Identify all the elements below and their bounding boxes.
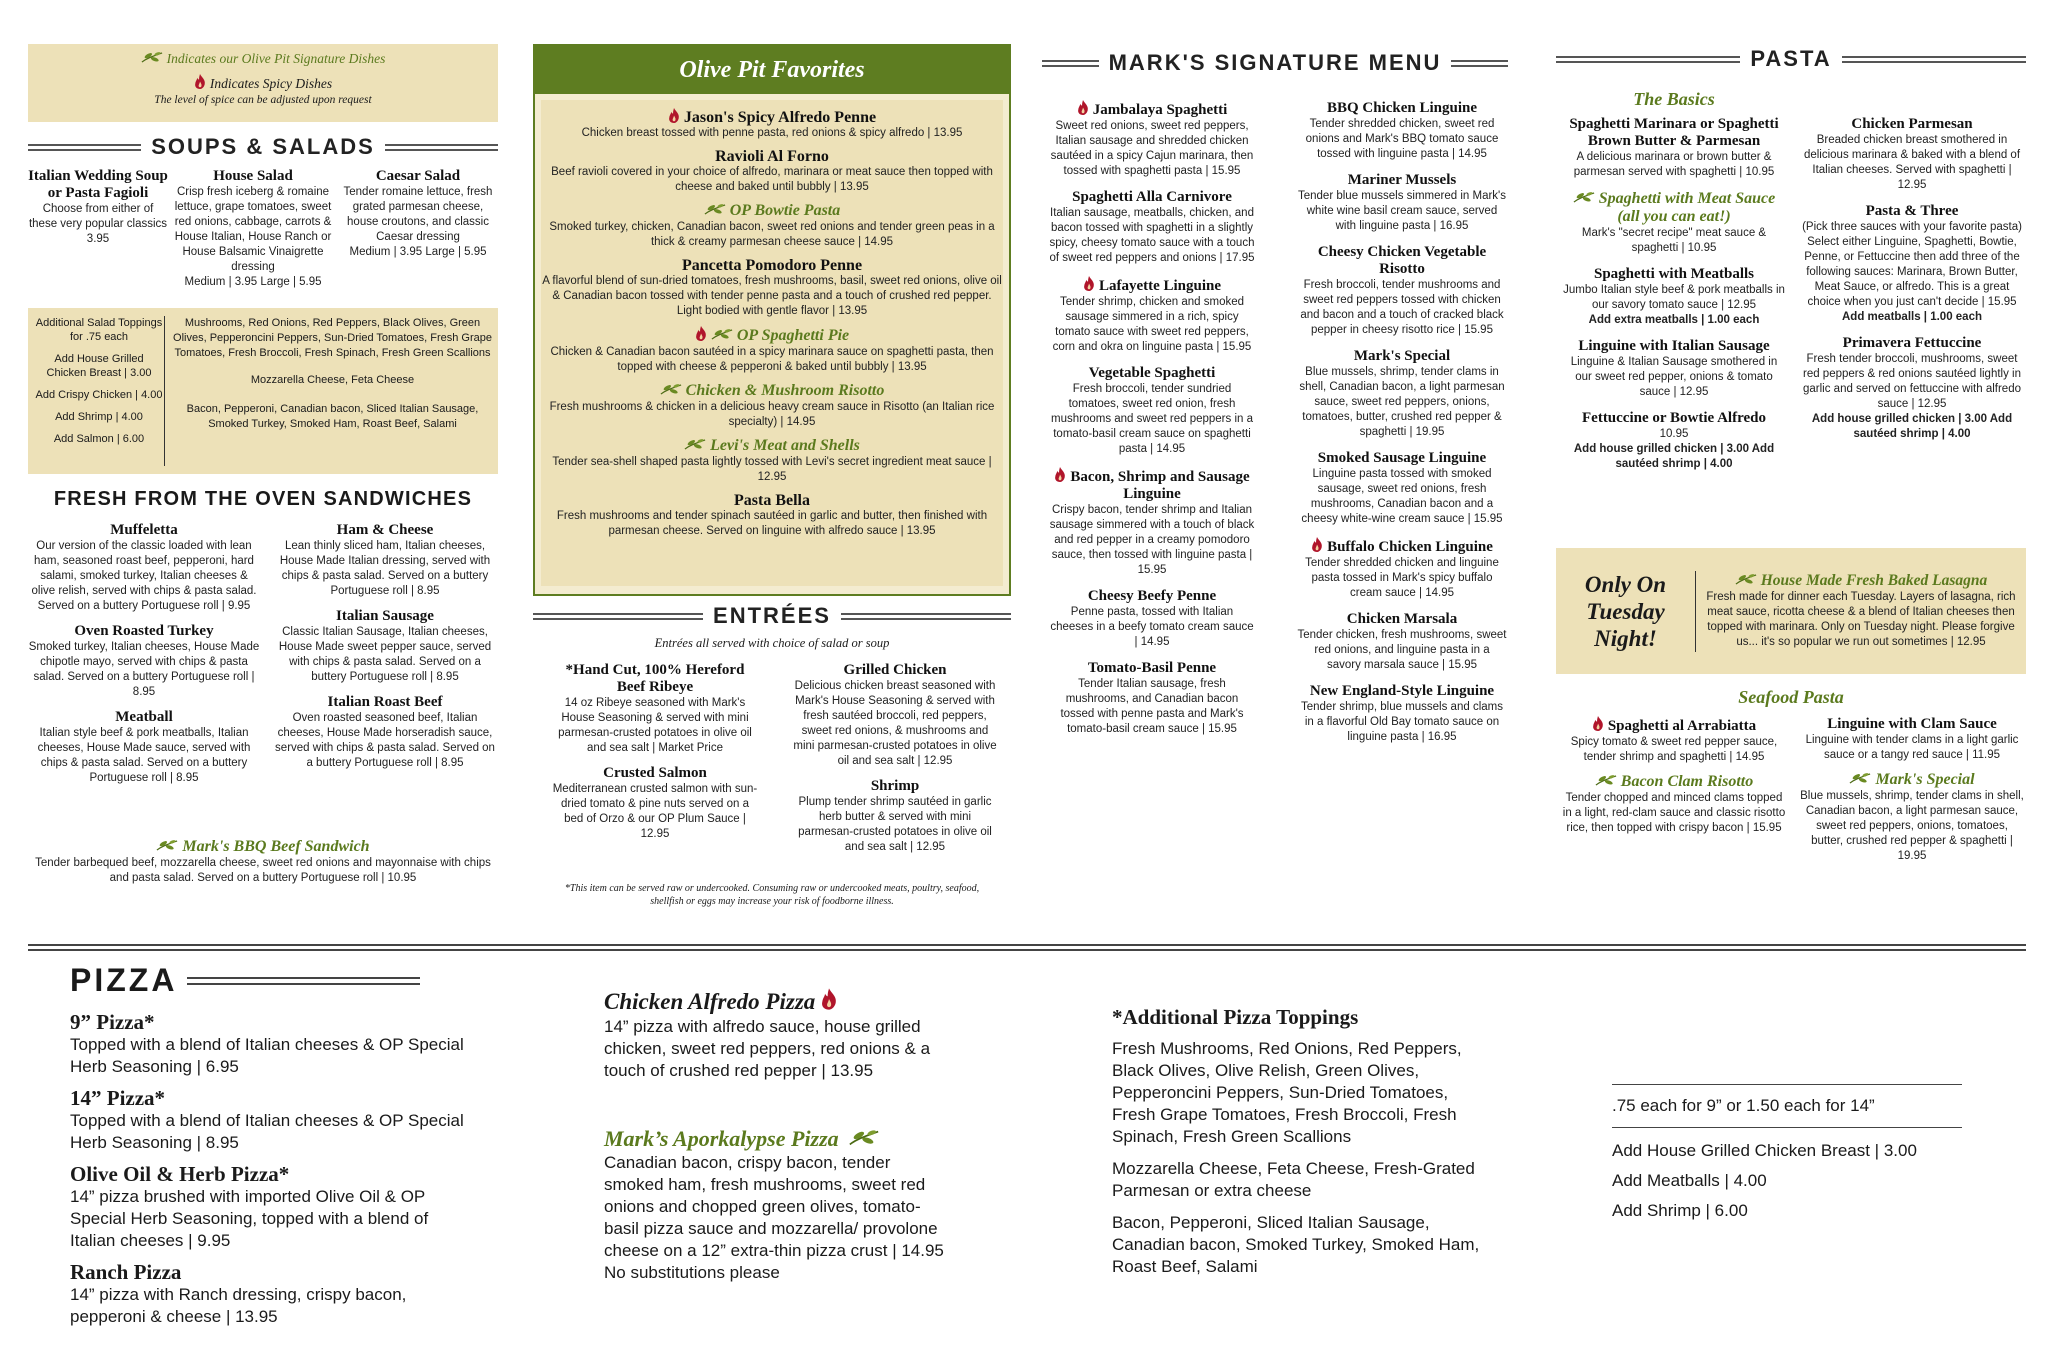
item-desc: Linguine with tender clams in a light garlic sauce or a tangy red sauce | 11.95: [1805, 734, 2019, 761]
item-desc: 14” pizza brushed with imported Olive Oil & OP Special Herb Seasoning, topped with a blend of Italian cheeses | 9.95: [70, 1187, 429, 1250]
tuesday-label: Only On Tuesday Night!: [1556, 571, 1696, 652]
item-name: Shrimp: [870, 778, 920, 794]
item-extra: Add extra meatballs | 1.00 each: [1588, 314, 1760, 326]
item-desc: Tender barbequed beef, mozzarella cheese, sweet red onions and mayonnaise with chips and pasta salad. Served on a buttery Portuguese roll | 10.95: [35, 857, 491, 884]
add-item: Add Shrimp | 4.00: [55, 411, 143, 423]
favorites-box: [533, 44, 1011, 596]
pasta-item: [1800, 335, 2024, 442]
pasta-item: [1562, 266, 1786, 328]
seafood-item: [1562, 716, 1786, 765]
item-name: Spaghetti with Meatballs: [1593, 266, 1754, 282]
item-desc: (Pick three sauces with your favorite pasta) Select either Linguine, Spaghetti, Bowtie, Penne, or Fettuccine then add three of the following sauces: Marinara, Brown Butter, Meat Sauce, or alfredo. This is a great choice when you just can't decide | 15.95: [1802, 221, 2022, 308]
pizza-title: PIZZA: [70, 962, 178, 998]
signature-item: [1296, 537, 1508, 601]
flame-icon: [1592, 716, 1604, 731]
signature-item: [1048, 660, 1256, 737]
item-name: Bacon Clam Risotto: [1620, 773, 1754, 790]
favorite-item: [541, 326, 1003, 375]
toppings-veg: Fresh Mushrooms, Red Onions, Red Peppers, Black Olives, Olive Relish, Green Olives, Pepperoncini Peppers, Sun-Dried Tomatoes, Fresh Grape Tomatoes, Fresh Broccoli, Fresh Spinach, Fresh Green Scallions: [1112, 1039, 1462, 1146]
item-desc: Italian sausage, meatballs, chicken, and bacon tossed with spaghetti in a slightly spicy, cheesy tomato sauce with a touch of sweet red peppers and onions | 17.95: [1049, 207, 1255, 264]
item-desc: 14 oz Ribeye seasoned with Mark's House Seasoning & served with mini parmesan-crusted potatoes in olive oil and sea salt | Market Price: [558, 697, 752, 754]
signature-item: [1048, 365, 1256, 457]
item-desc: Topped with a blend of Italian cheeses & OP Special Herb Seasoning | 8.95: [70, 1111, 464, 1152]
section-divider: [28, 944, 2026, 951]
olive-icon: [1573, 191, 1595, 204]
pasta-title: PASTA: [1750, 46, 1832, 71]
basics-title: The Basics: [1633, 89, 1715, 109]
item-name: Mark's Special: [1875, 771, 1975, 788]
signature-item: [1296, 348, 1508, 440]
soups-header: [28, 132, 498, 162]
item-name: Italian Wedding Soup or Pasta Fagioli: [28, 168, 168, 201]
entrees-subtitle: Entrées all served with choice of salad or soup: [654, 636, 890, 650]
seafood-item: [1562, 773, 1786, 836]
flame-icon: [1077, 100, 1089, 115]
add-item: Add Salmon | 6.00: [53, 433, 145, 445]
item-desc: Fresh made for dinner each Tuesday. Layers of lasagna, rich meat sauce, ricotta cheese & a blend of Italian cheeses then topped with marinara. Only on Tuesday night. Please forgive us... it's so popular we run out sometimes | 12.95: [1706, 591, 2016, 648]
olive-icon: [141, 51, 163, 64]
toppings-veg: Mushrooms, Red Onions, Red Peppers, Black Olives, Green Olives, Pepperoncini Peppers, Sun-Dried Tomatoes, Fresh Grape Tomatoes, Fresh Broccoli, Fresh Spinach, Fresh Green Scallions: [173, 317, 492, 359]
item-desc: Blue mussels, shrimp, tender clams in shell, Canadian bacon, a light parmesan sauce, sweet red peppers, onions, tomatoes, butter, crushed red pepper & spaghetti | 19.95: [1299, 366, 1505, 438]
signature-col-right: [1296, 100, 1508, 755]
olive-icon: [1849, 772, 1871, 785]
item-desc: Beef ravioli covered in your choice of alfredo, marinara or meat sauce then topped with cheese and baked until bubbly | 13.95: [551, 166, 993, 193]
seafood-item: [1800, 771, 2024, 864]
item-name: Mariner Mussels: [1347, 172, 1457, 188]
item-name: Spaghetti with Meat Sauce (all you can eat!): [1598, 190, 1776, 225]
item-name: Chicken Parmesan: [1851, 116, 1973, 132]
item-name: Cheesy Chicken Vegetable Risotto: [1317, 244, 1487, 277]
item-name: Cheesy Beefy Penne: [1087, 588, 1217, 604]
signature-item: [1296, 450, 1508, 527]
favorites-header: [535, 46, 1009, 94]
soups-list: [28, 168, 498, 290]
item-desc: Jumbo Italian style beef & pork meatballs in our savory tomato sauce | 12.95: [1563, 284, 1785, 311]
item-price: Medium | 3.95 Large | 5.95: [349, 246, 487, 258]
item-desc: Fresh mushrooms and tender spinach sautéed in garlic and butter, then finished with parmesan cheese. Served on linguine with alfredo sauce | 13.95: [556, 510, 988, 537]
item-name: Buffalo Chicken Linguine: [1327, 539, 1493, 555]
signature-item: [1048, 276, 1256, 355]
item-name: Lafayette Linguine: [1098, 278, 1222, 294]
olive-icon: [704, 203, 726, 216]
item-name: Oven Roasted Turkey: [74, 623, 214, 639]
pasta-item: [1562, 338, 1786, 400]
entree-col-right: [790, 662, 1000, 864]
item-price: Medium | 3.95 Large | 5.95: [184, 276, 322, 288]
item-name: Chicken Marsala: [1346, 611, 1458, 627]
item-desc: A delicious marinara or brown butter & parmesan served with spaghetti | 10.95: [1573, 151, 1775, 178]
olive-icon: [684, 438, 706, 451]
add-item: Add Meatballs | 4.00: [1612, 1171, 1767, 1190]
add-item: Add Shrimp | 6.00: [1612, 1201, 1748, 1220]
item-desc: Penne pasta, tossed with Italian cheeses in a beefy tomato cream sauce | 14.95: [1050, 606, 1254, 648]
entrees-disclaimer: *This item can be served raw or undercooked. Consuming raw or undercooked meats, poultry, seafood, shellfish or eggs may increase your risk of foodborne illness.: [564, 883, 980, 907]
item-desc: Breaded chicken breast smothered in delicious marinara & baked with a blend of Italian cheeses. Served with spaghetti | 12.95: [1803, 134, 2021, 191]
signature-item: [1048, 100, 1256, 179]
pizza-list: [70, 1010, 470, 1328]
item-name: Spaghetti Marinara or Spaghetti Brown Butter & Parmesan: [1569, 116, 1779, 149]
seafood-col-right: [1800, 716, 2024, 872]
item-name: Pasta & Three: [1865, 203, 1959, 219]
item-desc: Fresh tender broccoli, mushrooms, sweet red peppers & red onions sautéed lightly in garlic and served on fettuccine with alfredo sauce | 12.95: [1802, 353, 2021, 410]
pasta-item: [1562, 190, 1786, 256]
flame-icon: [1054, 467, 1066, 482]
alfredo-pizza: [604, 988, 944, 1082]
item-desc: Fresh broccoli, tender mushrooms and sweet red peppers tossed with chicken and bacon and a touch of cracked black pepper in cheesy risotto rice | 15.95: [1300, 279, 1504, 336]
bbq-sandwich: [28, 838, 498, 886]
toppings-meat: Bacon, Pepperoni, Sliced Italian Sausage, Canadian bacon, Smoked Turkey, Smoked Ham, Roast Beef, Salami: [1112, 1213, 1480, 1276]
item-name: Jason's Spicy Alfredo Penne: [683, 109, 877, 126]
item-desc: Tender romaine lettuce, fresh grated parmesan cheese, house croutons, and classic Caesar dressing: [343, 186, 493, 243]
pizza-toppings: [1112, 1004, 1492, 1278]
item-extra: Add house grilled chicken | 3.00 Add sautéed shrimp | 4.00: [1811, 413, 2013, 440]
item-desc: Delicious chicken breast seasoned with Mark's House Seasoning & served with fresh sautéed broccoli, red peppers, sweet red onions, & mushrooms and mini parmesan-crusted potatoes in olive oil and sea salt | 12.95: [793, 680, 997, 767]
olive-icon: [660, 383, 682, 396]
item-desc: Mediterranean crusted salmon with sun-dried tomato & pine nuts served on a bed of Orzo & our OP Plum Sauce | 12.95: [552, 783, 758, 840]
item-name: Bacon, Shrimp and Sausage Linguine: [1070, 469, 1250, 502]
item-name: Spaghetti Alla Carnivore: [1072, 189, 1232, 205]
salad-item: [168, 168, 338, 290]
seafood-item: [1800, 716, 2024, 763]
item-name: BBQ Chicken Linguine: [1326, 100, 1478, 116]
pasta-item: [1800, 116, 2024, 193]
olive-icon: [1735, 573, 1757, 586]
signature-header: [1042, 48, 1508, 78]
item-desc: 14” pizza with alfredo sauce, house grilled chicken, sweet red peppers, red onions & a touch of crushed red pepper | 13.95: [604, 1017, 931, 1080]
item-name: *Hand Cut, 100% Hereford Beef Ribeye: [565, 662, 745, 695]
item-desc: Tender chopped and minced clams topped in a light, red-clam sauce and classic risotto rice, then topped with crispy bacon | 15.95: [1562, 792, 1786, 834]
flame-icon: [668, 108, 680, 123]
add-item: Add House Grilled Chicken Breast | 3.00: [1612, 1141, 1917, 1160]
item-name: 9” Pizza*: [70, 1010, 155, 1034]
add-item: Add House Grilled Chicken Breast | 3.00: [46, 353, 152, 379]
signature-item: [1048, 588, 1256, 650]
pizza-item: [70, 1086, 470, 1154]
item-name: 14” Pizza*: [70, 1086, 166, 1110]
entrees-header: [533, 601, 1011, 631]
entree-col-left: [550, 662, 760, 851]
item-desc: Italian style beef & pork meatballs, Italian cheeses, House Made sauce, served with chips & pasta salad. Served on a buttery Portuguese roll | 8.95: [37, 727, 251, 784]
item-name: Meatball: [115, 709, 173, 725]
item-name: Spaghetti al Arrabiatta: [1607, 718, 1757, 734]
flame-icon: [695, 326, 707, 341]
item-name: Ham & Cheese: [336, 522, 434, 538]
add-item: Add Crispy Chicken | 4.00: [35, 389, 163, 401]
flame-icon: [1083, 276, 1095, 291]
signature-item: [1296, 100, 1508, 162]
item-desc: Lean thinly sliced ham, Italian cheeses, House Made Italian dressing, served with chips & pasta salad. Served on a buttery Portuguese roll | 8.95: [279, 540, 491, 597]
item-desc: Oven roasted seasoned beef, Italian cheeses, House Made horseradish sauce, served with chips & pasta salad. Served on a buttery Portuguese roll | 8.95: [275, 712, 495, 769]
pasta-item: [1562, 410, 1786, 472]
item-name: Grilled Chicken: [843, 662, 947, 678]
legend-box: [28, 44, 498, 122]
pasta-item: [1562, 116, 1786, 180]
item-name: Crusted Salmon: [603, 765, 707, 781]
item-name: Jambalaya Spaghetti: [1092, 102, 1228, 118]
favorite-item: [541, 202, 1003, 250]
item-name: Linguine with Italian Sausage: [1578, 338, 1770, 354]
item-name: Chicken Alfredo Pizza: [604, 989, 816, 1014]
item-name: Pasta Bella: [734, 492, 810, 509]
item-name: OP Spaghetti Pie: [736, 327, 850, 344]
item-name: New England-Style Linguine: [1309, 683, 1495, 699]
item-name: Mark's Special: [1353, 348, 1451, 364]
item-extra: Add house grilled chicken | 3.00 Add sautéed shrimp | 4.00: [1573, 443, 1775, 470]
item-desc: Choose from either of these very popular classics: [28, 203, 168, 230]
favorites-list: [541, 100, 1003, 586]
signature-item: [1048, 189, 1256, 266]
item-desc: Canadian bacon, crispy bacon, tender smoked ham, fresh mushrooms, sweet red onions and chopped green olives, tomato-basil pizza sauce and mozzarella/ provolone cheese on a 12” extra-thin pizza crust | 14.95: [604, 1153, 944, 1260]
item-desc: Tender Italian sausage, fresh mushrooms, and Canadian bacon tossed with penne pasta and Mark's tomato-basil cream sauce | 15.95: [1060, 678, 1244, 735]
flame-icon: [821, 988, 837, 1010]
price-note: .75 each for 9” or 1.50 each for 14”: [1612, 1096, 1875, 1115]
item-name: Olive Oil & Herb Pizza*: [70, 1162, 290, 1186]
item-desc: Our version of the classic loaded with lean ham, seasoned roast beef, pepperoni, hard salami, smoked turkey, Italian cheeses & olive relish, served with chips & pasta salad. Served on a buttery Portuguese roll | 9.95: [31, 540, 257, 612]
pizza-item: [70, 1260, 470, 1328]
item-desc: Linguine & Italian Sausage smothered in our sweet red pepper, onions & tomato sauce | 12.95: [1570, 356, 1778, 398]
toppings-title: *Additional Pizza Toppings: [1112, 1005, 1359, 1029]
item-desc: Tender shredded chicken and linguine pasta tossed in Mark's spicy buffalo cream sauce | 14.95: [1305, 557, 1499, 599]
soup-item: [28, 168, 168, 290]
item-desc: Topped with a blend of Italian cheeses & OP Special Herb Seasoning | 6.95: [70, 1035, 464, 1076]
pizza-header: [70, 962, 420, 999]
item-name: Italian Sausage: [336, 608, 434, 624]
item-name: Ravioli Al Forno: [715, 148, 829, 165]
signature-item: [1296, 244, 1508, 338]
item-note: No substitutions please: [604, 1263, 780, 1282]
item-name: House Made Fresh Baked Lasagna: [1760, 572, 1988, 589]
item-name: Smoked Sausage Linguine: [1317, 450, 1487, 466]
item-name: Vegetable Spaghetti: [1088, 365, 1216, 381]
toppings-cheese: Mozzarella Cheese, Feta Cheese: [250, 374, 415, 386]
item-extra: Add meatballs | 1.00 each: [1842, 311, 1982, 323]
favorite-item: [541, 148, 1003, 195]
favorite-item: [541, 382, 1003, 430]
pizza-item: [70, 1162, 470, 1252]
item-name: Ranch Pizza: [70, 1260, 182, 1284]
legend-spicy: Indicates Spicy Dishes: [209, 76, 333, 91]
item-desc: Chicken & Canadian bacon sautéed in a spicy marinara sauce on spaghetti pasta, then topped with cheese & pepperoni & baked until bubbly | 13.95: [550, 346, 994, 373]
item-desc: Tender blue mussels simmered in Mark's white wine basil cream sauce, served with linguine pasta | 16.95: [1298, 190, 1506, 232]
pasta-header: [1556, 44, 2026, 74]
seafood-col-left: [1562, 716, 1786, 844]
item-desc: Crisp fresh iceberg & romaine lettuce, grape tomatoes, sweet red onions, cabbage, carrots & House Italian, House Ranch or House Balsamic Vinaigrette dressing: [174, 186, 332, 273]
olive-icon: [847, 1129, 881, 1147]
toppings-cheese: Mozzarella Cheese, Feta Cheese, Fresh-Grated Parmesan or extra cheese: [1112, 1159, 1475, 1200]
item-desc: Smoked turkey, chicken, Canadian bacon, sweet red onions and tender green peas in a thick & creamy parmesan cheese sauce | 14.95: [549, 221, 995, 248]
favorite-item: [541, 492, 1003, 539]
item-name: Italian Roast Beef: [327, 694, 443, 710]
aporkalypse-pizza: [604, 1126, 944, 1284]
pasta-item: [1800, 203, 2024, 325]
item-desc: Mark's "secret recipe" meat sauce & spaghetti | 10.95: [1581, 227, 1767, 254]
sandwich-col-right: [272, 522, 498, 780]
item-name: Caesar Salad: [375, 168, 461, 184]
pasta-col-right: [1800, 116, 2024, 452]
salad-item: [338, 168, 498, 290]
item-name: Levi's Meat and Shells: [710, 437, 860, 454]
pasta-col-left: [1562, 116, 1786, 482]
item-price: 3.95: [86, 233, 110, 245]
item-name: Pancetta Pomodoro Penne: [681, 257, 863, 274]
signature-item: [1048, 467, 1256, 578]
olive-icon: [156, 839, 178, 852]
item-desc: Tender shredded chicken, sweet red onions and Mark's BBQ tomato sauce tossed with linguine pasta | 14.95: [1305, 118, 1499, 160]
item-desc: Classic Italian Sausage, Italian cheeses, House Made sweet pepper sauce, served with chips & pasta salad. Served on a buttery Portuguese roll | 8.95: [278, 626, 492, 683]
toppings-label: Additional Salad Toppings for .75 each: [35, 317, 163, 343]
item-name: OP Bowtie Pasta: [729, 202, 841, 219]
flame-icon: [1311, 537, 1323, 552]
soups-title: SOUPS & SALADS: [151, 134, 375, 159]
item-name: House Salad: [213, 168, 293, 184]
item-desc: Tender shrimp, chicken and smoked sausage simmered in a rich, spicy tomato sauce with sweet red peppers, corn and okra on linguine pasta | 15.95: [1052, 296, 1252, 353]
favorite-item: [541, 257, 1003, 319]
item-name: Fettuccine or Bowtie Alfredo: [1582, 410, 1766, 426]
tuesday-box: [1556, 548, 2026, 674]
item-desc: Sweet red onions, sweet red peppers, Italian sausage and shredded chicken sautéed in a spicy Cajun marinara, then tossed with spaghetti pasta | 15.95: [1050, 120, 1254, 177]
legend-signature: Indicates our Olive Pit Signature Dishes: [166, 51, 386, 66]
item-desc: Smoked turkey, Italian cheeses, House Made chipotle mayo, served with chips & pasta salad. Served on a buttery Portuguese roll | 8.95: [28, 641, 260, 698]
signature-title: MARK'S SIGNATURE MENU: [1108, 50, 1442, 75]
item-name: Chicken & Mushroom Risotto: [685, 382, 885, 399]
item-desc: Blue mussels, shrimp, tender clams in shell, Canadian bacon, a light parmesan sauce, sweet red peppers, onions, tomatoes, butter, crushed red pepper & spaghetti | 19.95: [1800, 790, 2024, 862]
pizza-item: [70, 1010, 470, 1078]
item-desc: Linguine pasta tossed with smoked sausage, sweet red onions, fresh mushrooms, Canadian bacon and a cheesy white-wine cream sauce | 15.95: [1301, 468, 1503, 525]
item-desc: Tender sea-shell shaped pasta lightly tossed with Levi's secret ingredient meat sauce | 12.95: [552, 456, 992, 483]
olive-icon: [1595, 774, 1617, 787]
item-desc: Tender shrimp, blue mussels and clams in a flavorful Old Bay tomato sauce on linguine pasta | 16.95: [1301, 701, 1503, 743]
pizza-adds: [1612, 1140, 1982, 1222]
legend-spicy-note: The level of spice can be adjusted upon request: [154, 94, 372, 106]
item-desc: A flavorful blend of sun-dried tomatoes, fresh mushrooms, basil, sweet red onions, olive oil & Canadian bacon tossed with tender penne pasta and a touch of crushed red pepper. Light bodied with gentle flavor | 13.95: [542, 275, 1002, 317]
item-name: Mark’s Aporkalypse Pizza: [604, 1126, 839, 1151]
item-desc: Chicken breast tossed with penne pasta, red onions & spicy alfredo | 13.95: [581, 127, 963, 139]
flame-icon: [194, 74, 206, 89]
signature-col-left: [1048, 100, 1256, 747]
item-desc: Crispy bacon, tender shrimp and Italian sausage simmered with a touch of black and red pepper in a creamy pomodoro sauce, then tossed with linguine pasta | 15.95: [1049, 504, 1255, 576]
entrees-title: ENTRÉES: [713, 603, 831, 628]
signature-item: [1296, 683, 1508, 745]
favorites-title: Olive Pit Favorites: [679, 56, 865, 83]
item-desc: 10.95: [1659, 428, 1689, 440]
item-name: Linguine with Clam Sauce: [1827, 716, 1997, 732]
item-desc: Spicy tomato & sweet red pepper sauce, tender shrimp and spaghetti | 14.95: [1570, 736, 1778, 763]
salad-toppings-box: [28, 308, 498, 474]
item-name: Primavera Fettuccine: [1842, 335, 1982, 351]
sandwiches-title: FRESH FROM THE OVEN SANDWICHES: [53, 488, 473, 510]
item-name: Muffeletta: [110, 522, 178, 538]
seafood-title: Seafood Pasta: [1738, 687, 1844, 707]
item-desc: Fresh broccoli, tender sundried tomatoes, sweet red onion, fresh mushrooms and sweet red peppers in a tomato-basil cream sauce on spaghetti pasta | 14.95: [1051, 383, 1253, 455]
item-name: Mark's BBQ Beef Sandwich: [182, 838, 370, 855]
signature-item: [1296, 172, 1508, 234]
item-desc: Plump tender shrimp sautéed in garlic herb butter & served with mini parmesan-crusted potatoes in olive oil and sea salt | 12.95: [798, 796, 992, 853]
item-desc: Fresh mushrooms & chicken in a delicious heavy cream sauce in Risotto (an Italian rice specialty) | 14.95: [549, 401, 995, 428]
item-name: Tomato-Basil Penne: [1087, 660, 1217, 676]
olive-icon: [711, 328, 733, 341]
favorite-item: [541, 437, 1003, 485]
signature-item: [1296, 611, 1508, 673]
toppings-meat: Bacon, Pepperoni, Canadian bacon, Sliced Italian Sausage, Smoked Turkey, Smoked Ham, Roast Beef, Salami: [186, 403, 479, 430]
favorite-item: [541, 108, 1003, 141]
sandwich-col-left: [28, 522, 260, 795]
item-desc: Tender chicken, fresh mushrooms, sweet red onions, and linguine pasta in a savory marsala sauce | 15.95: [1297, 629, 1507, 671]
item-desc: 14” pizza with Ranch dressing, crispy bacon, pepperoni & cheese | 13.95: [70, 1285, 407, 1326]
pizza-topping-price: [1612, 1084, 1962, 1128]
